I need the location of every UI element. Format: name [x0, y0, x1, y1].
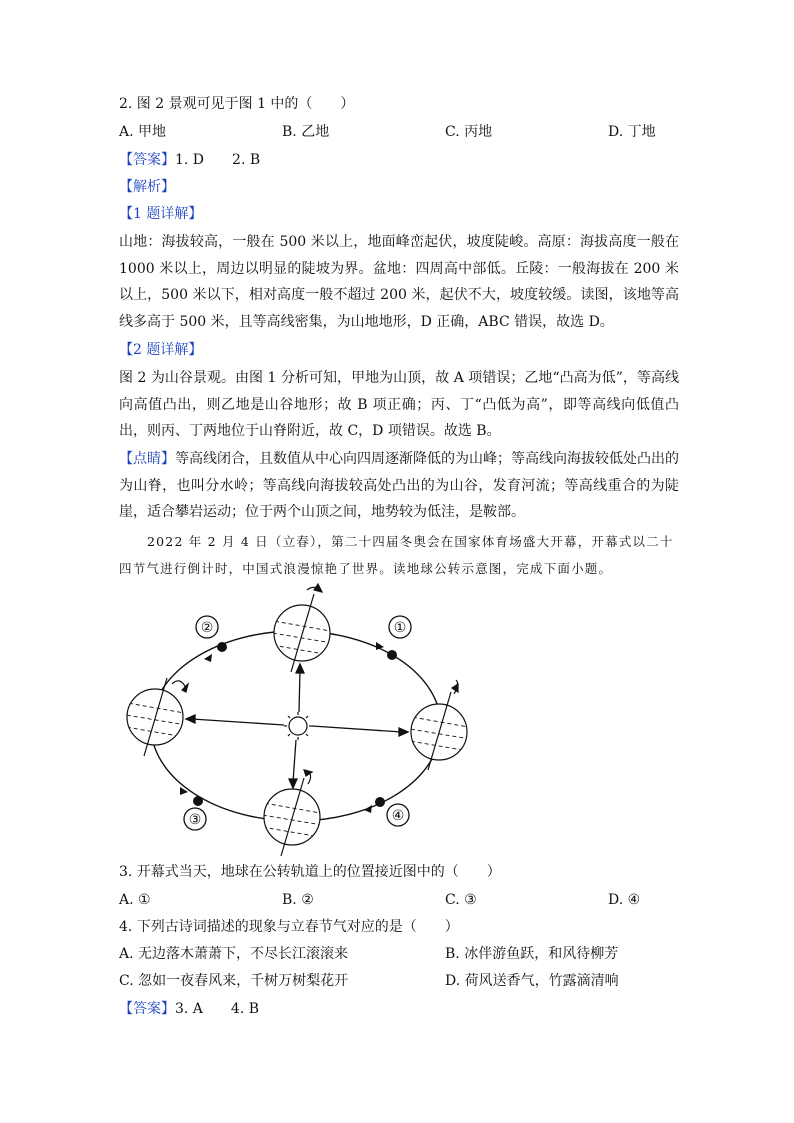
- detail-1-title: 【1 题详解】: [119, 206, 203, 222]
- tip-body: 等高线闭合，且数值从中心向四周逐渐降低的为山峰；等高线向海拔较低处凸出的为山脊，也叫分水岭；等高线向海拔较高处凸出的为山谷，发育河流；等高线重合的为陡崖，适合攀岩运动；位于两个山顶之间，地势较为低洼，是鞍部。: [119, 451, 679, 520]
- answer-tag: 【答案】: [119, 152, 175, 168]
- q4-option-a: A. 无边落木萧萧下，不尽长江滚滚来: [119, 946, 349, 962]
- q3-option-a: A. ①: [119, 892, 151, 908]
- q3-option-d: D. ④: [608, 892, 641, 908]
- q3-stem: 3. 开幕式当天，地球在公转轨道上的位置接近图中的（ ）: [119, 864, 501, 880]
- q4-option-c: C. 忽如一夜春风来，千树万树梨花开: [119, 973, 349, 989]
- intro-paragraph: 2022 年 2 月 4 日（立春），第二十四届冬奥会在国家体育场盛大开幕，开幕式以二十四节气进行倒计时，中国式浪漫惊艳了世界。读地球公转示意图，完成下面小题。: [119, 534, 674, 576]
- sun-icon: [284, 712, 312, 740]
- answer-text: 1. D 2. B: [175, 152, 261, 168]
- earth-left-icon: [120, 678, 192, 756]
- q2-option-b: B. 乙地: [282, 124, 330, 140]
- detail-2-title: 【2 题详解】: [119, 342, 203, 358]
- analysis-tag: 【解析】: [119, 179, 175, 195]
- q3-option-c: C. ③: [445, 892, 477, 908]
- answer-tag-2: 【答案】: [119, 1001, 175, 1017]
- earth-right-icon: [404, 680, 476, 770]
- label-4: ④: [391, 808, 405, 824]
- q3-option-b: B. ②: [282, 892, 314, 908]
- answer-text-2: 3. A 4. B: [175, 1001, 260, 1017]
- q2-option-d: D. 丁地: [608, 124, 656, 140]
- tip-tag: 【点睛】: [119, 451, 175, 467]
- label-3: ③: [188, 812, 202, 828]
- q4-stem: 4. 下列古诗词描述的现象与立春节气对应的是（ ）: [119, 919, 459, 935]
- q4-option-d: D. 荷风送香气，竹露滴清响: [445, 973, 619, 989]
- earth-top-icon: [266, 584, 338, 672]
- detail-2-body: 图 2 为山谷景观。由图 1 分析可知，甲地为山顶，故 A 项错误；乙地“凸高为低”，等高线向高值凸出，则乙地是山谷地形；故 B 项正确；丙、丁“凸低为高”，即等高线向低值凸出，则丙、丁两地位于山脊附近，故 C，D 项错误。故选 B。: [119, 370, 679, 439]
- q2-option-c: C. 丙地: [445, 124, 493, 140]
- q4-option-b: B. 冰伴游鱼跃，和风待柳芳: [445, 946, 619, 962]
- earth-revolution-diagram: [100, 580, 500, 860]
- tip-paragraph: [119, 446, 679, 526]
- q2-option-a: A. 甲地: [119, 124, 167, 140]
- q2-stem: 2. 图 2 景观可见于图 1 中的（ ）: [119, 96, 355, 112]
- answer-line-1: [119, 150, 260, 170]
- answer-line-2: [119, 999, 259, 1019]
- orbit-direction-arrows: [180, 642, 384, 813]
- label-1: ①: [393, 620, 407, 636]
- detail-1-body: 山地：海拔较高，一般在 500 米以上，地面峰峦起伏，坡度陡峻。高原：海拔高度一般在 1000 米以上，周边以明显的陡坡为界。盆地：四周高中部低。丘陵：一般海拔在 200 米以上，500 米以下，相对高度一般不超过 200 米，起伏不大，坡度较缓。读图，该地等高线多高于 500 米，且等高线密集，为山地地形，D 正确，ABC 错误，故选 D。: [119, 234, 679, 330]
- label-2: ②: [200, 620, 214, 636]
